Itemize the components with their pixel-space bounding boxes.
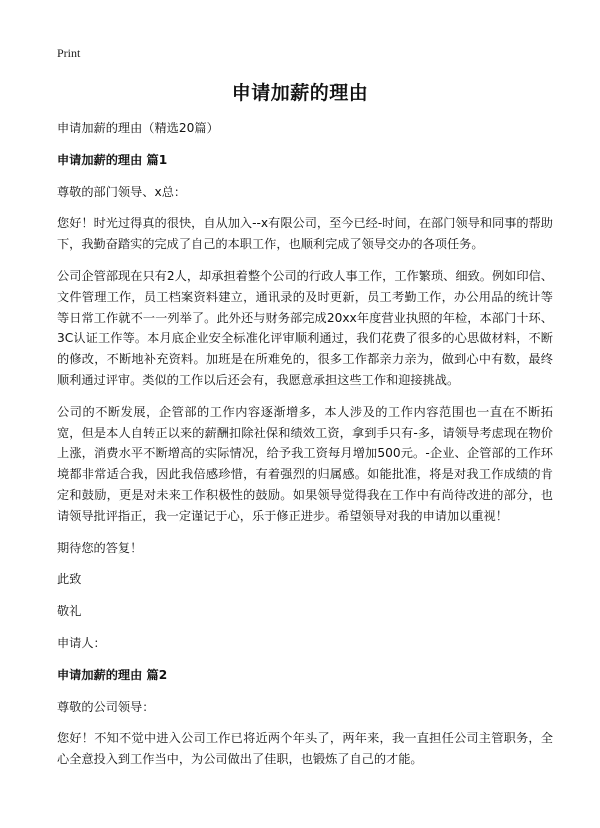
- document-title: 申请加薪的理由: [231, 82, 369, 104]
- section-1-closing-cizhi: 此致: [57, 572, 82, 587]
- print-label[interactable]: Print: [57, 46, 81, 60]
- document-body: [57, 118, 553, 781]
- section-1-applicant: 申请人：: [57, 635, 106, 650]
- section-1-paragraph-2: 公司企管部现在只有2人，却承担着整个公司的行政人事工作，工作繁琐、细致。例如印信、文件管理工作，员工档案资料建立，通讯录的及时更新，员工考勤工作，办公用品的统计等等日常工作就不一一列举了。此外还与财务部完成20xx年度营业执照的年检，本部门十环、3C认证工作等。本月底企业安全标准化评审顺利通过，我们花费了很多的心思做材料，不断的修改，不断地补充资料。加班是在所难免的，很多工作都亲力亲为，做到心中有数，最终顺利通过评审。类似的工作以后还会有，我愿意承担这些工作和迎接挑战。: [57, 268, 553, 387]
- section-1-paragraph-1: 您好！时光过得真的很快，自从加入--x有限公司，至今已经-时间，在部门领导和同事的帮助下，我勤奋踏实的完成了自己的本职工作，也顺利完成了领导交办的各项任务。: [57, 216, 553, 252]
- section-1-closing-expect: 期待您的答复！: [57, 540, 143, 555]
- section-1-heading: 申请加薪的理由 篇1: [57, 152, 168, 167]
- document-subtitle: 申请加薪的理由（精选20篇）: [57, 121, 219, 135]
- section-2-heading: 申请加薪的理由 篇2: [57, 667, 168, 682]
- section-1-salutation: 尊敬的部门领导、x总：: [57, 184, 187, 199]
- section-1-paragraph-3: 公司的不断发展，企管部的工作内容逐渐增多，本人涉及的工作内容范围也一直在不断拓宽，但是本人自转正以来的薪酬扣除社保和绩效工资，拿到手只有-多，请领导考虑现在物价上涨，消费水平不断增高的实际情况，给予我工资每月增加500元。-企业、企管部的工作环境都非常适合我，因此我倍感珍惜，有着强烈的归属感。如能批准，将是对我工作成绩的肯定和鼓励，更是对未来工作积极性的鼓励。如果领导觉得我在工作中有尚待改进的部分，也请领导批评指正，我一定谨记于心，乐于修正进步。希望领导对我的申请加以重视！: [57, 404, 553, 523]
- section-1-closing-jingli: 敬礼: [57, 604, 82, 619]
- section-2-salutation: 尊敬的公司领导：: [57, 699, 155, 714]
- section-2-paragraph-1: 您好！不知不觉中进入公司工作已将近两个年头了，两年来，我一直担任公司主管职务，全心全意投入到工作当中，为公司做出了佳职，也锻炼了自己的才能。: [57, 731, 553, 767]
